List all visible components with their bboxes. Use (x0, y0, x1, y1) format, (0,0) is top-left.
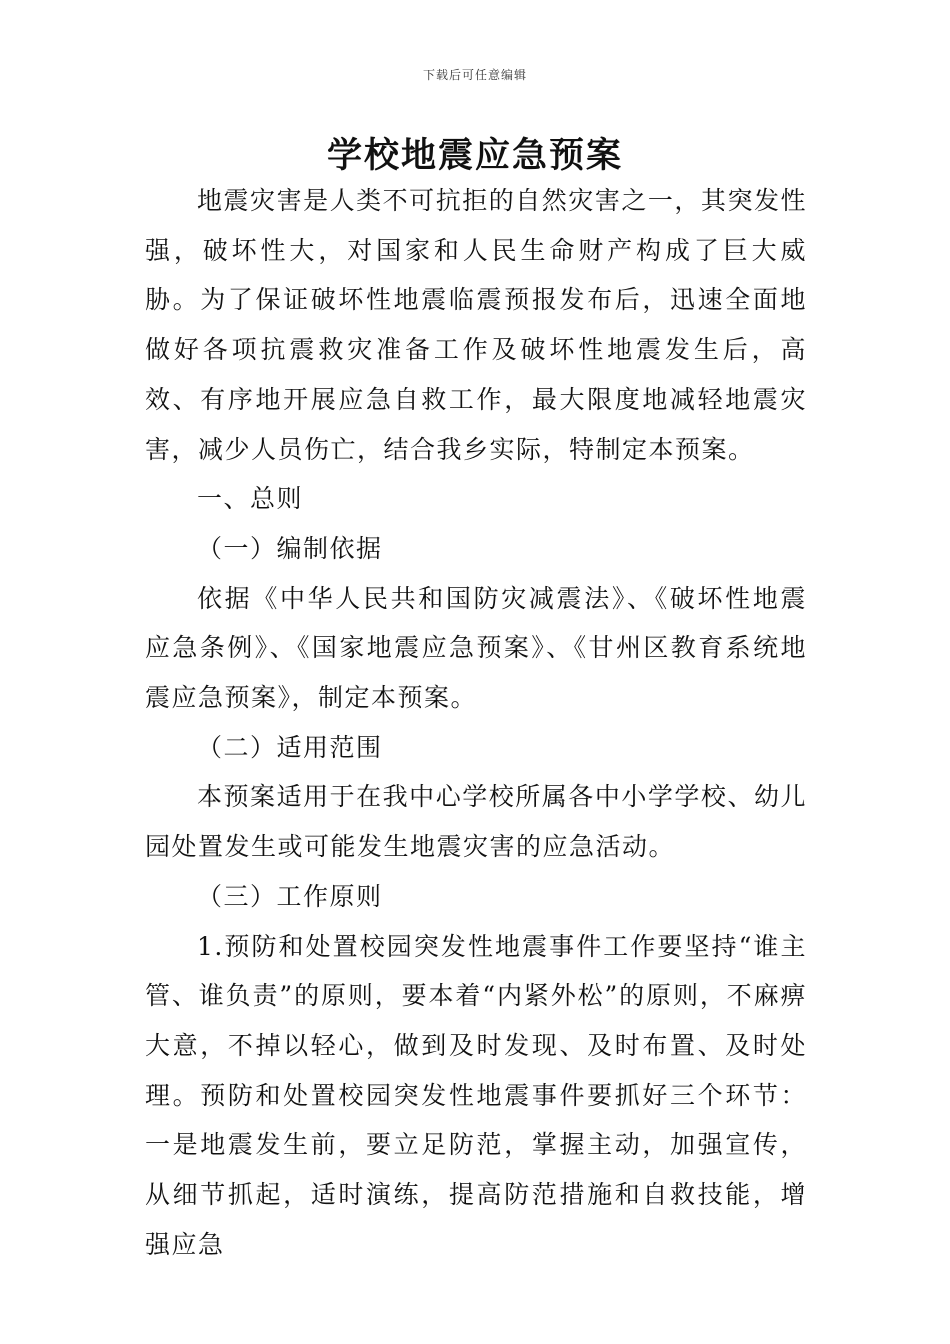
scope-paragraph: 本预案适用于在我中心学校所属各中小学学校、幼儿园处置发生或可能发生地震灾害的应急活动。 (145, 782, 807, 862)
basis-paragraph: 依据《中华人民共和国防灾减震法》、《破坏性地震应急条例》、《国家地震应急预案》、《甘州区教育系统地震应急预案》，制定本预案。 (145, 583, 807, 713)
principle-paragraph-1: 1.预防和处置校园突发性地震事件工作要坚持“谁主管、谁负责”的原则，要本着“内紧外松”的原则，不麻痹大意，不掉以轻心，做到及时发现、及时布置、及时处理。预防和处置校园突发性地震事件要抓好三个环节：一是地震发生前，要立足防范，掌握主动，加强宣传，从细节抓起，适时演练，提高防范措施和自救技能，增强应急 (145, 931, 807, 1259)
header-note: 下载后可任意编辑 (422, 68, 527, 82)
subsection-heading-basis: （一）编制依据 (197, 533, 383, 563)
subsection-heading-scope: （二）适用范围 (197, 732, 383, 762)
intro-paragraph: 地震灾害是人类不可抗拒的自然灾害之一，其突发性强，破坏性大，对国家和人民生命财产构成了巨大威胁。为了保证破坏性地震临震预报发布后，迅速全面地做好各项抗震救灾准备工作及破坏性地震发生后，高效、有序地开展应急自救工作，最大限度地减轻地震灾害，减少人员伤亡，结合我乡实际，特制定本预案。 (145, 186, 807, 464)
section-heading-general: 一、总则 (197, 484, 304, 514)
document-title: 学校地震应急预案 (326, 136, 623, 176)
subsection-heading-principles: （三）工作原则 (197, 881, 383, 911)
document-body (145, 176, 807, 1269)
